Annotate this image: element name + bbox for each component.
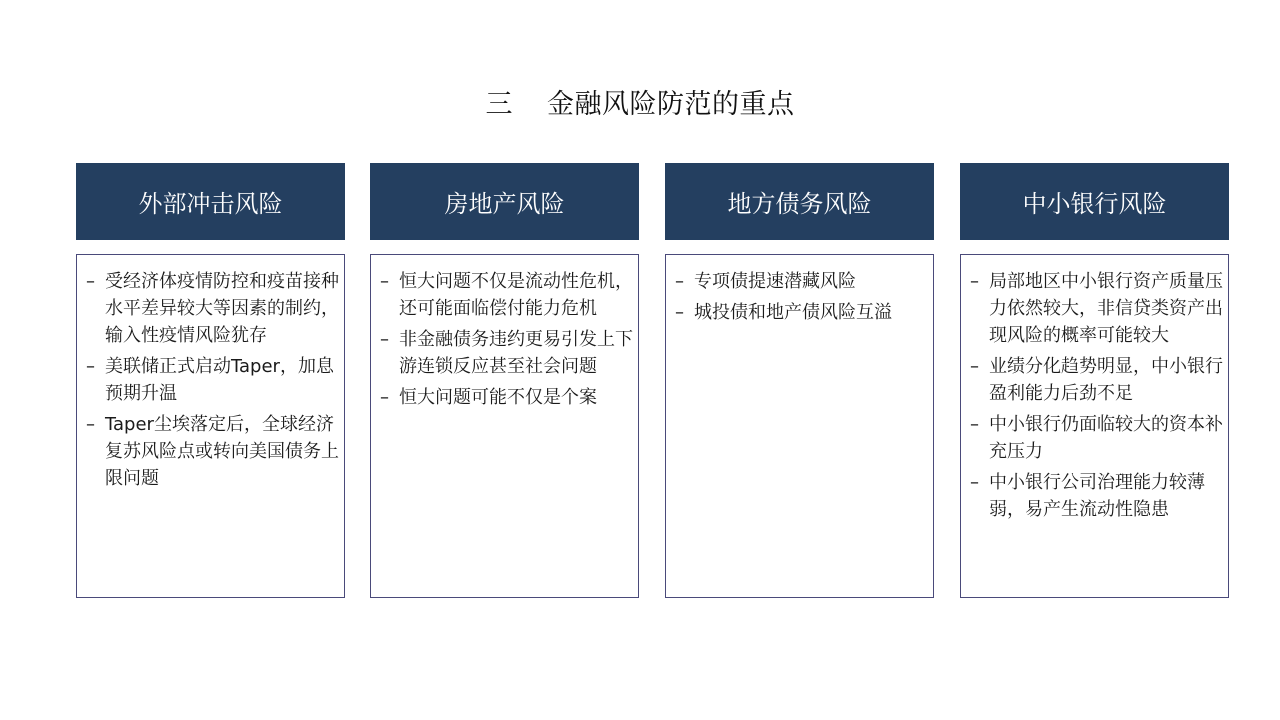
- bullet-item: – 城投债和地产债风险互溢: [674, 299, 929, 326]
- bullet-item: – 受经济体疫情防控和疫苗接种水平差异较大等因素的制约，输入性疫情风险犹存: [85, 268, 340, 349]
- column-body: [960, 254, 1229, 598]
- column-header: 房地产风险: [370, 163, 639, 240]
- bullet-item: – 美联储正式启动Taper，加息预期升温: [85, 353, 340, 407]
- bullet-item: – 局部地区中小银行资产质量压力依然较大，非信贷类资产出现风险的概率可能较大: [969, 268, 1224, 349]
- column-real-estate: [370, 163, 639, 598]
- column-header: 地方债务风险: [665, 163, 934, 240]
- bullet-item: – 中小银行仍面临较大的资本补充压力: [969, 411, 1224, 465]
- section-title: 金融风险防范的重点: [547, 89, 795, 120]
- bullet-item: – 非金融债务违约更易引发上下游连锁反应甚至社会问题: [379, 326, 634, 380]
- column-local-debt: [665, 163, 934, 598]
- bullet-item: – 恒大问题不仅是流动性危机，还可能面临偿付能力危机: [379, 268, 634, 322]
- column-header: 外部冲击风险: [76, 163, 345, 240]
- bullet-item: – 业绩分化趋势明显，中小银行盈利能力后劲不足: [969, 353, 1224, 407]
- column-body: [665, 254, 934, 598]
- bullet-item: – Taper尘埃落定后，全球经济复苏风险点或转向美国债务上限问题: [85, 411, 340, 492]
- bullet-item: – 专项债提速潜藏风险: [674, 268, 929, 295]
- bullet-item: – 恒大问题可能不仅是个案: [379, 384, 634, 411]
- column-body: [76, 254, 345, 598]
- section-number: 三: [485, 89, 513, 120]
- column-small-banks: [960, 163, 1229, 598]
- column-body: [370, 254, 639, 598]
- bullet-item: – 中小银行公司治理能力较薄弱，易产生流动性隐患: [969, 469, 1224, 523]
- page-title: [0, 82, 1280, 121]
- column-header: 中小银行风险: [960, 163, 1229, 240]
- column-external-shock: [76, 163, 345, 598]
